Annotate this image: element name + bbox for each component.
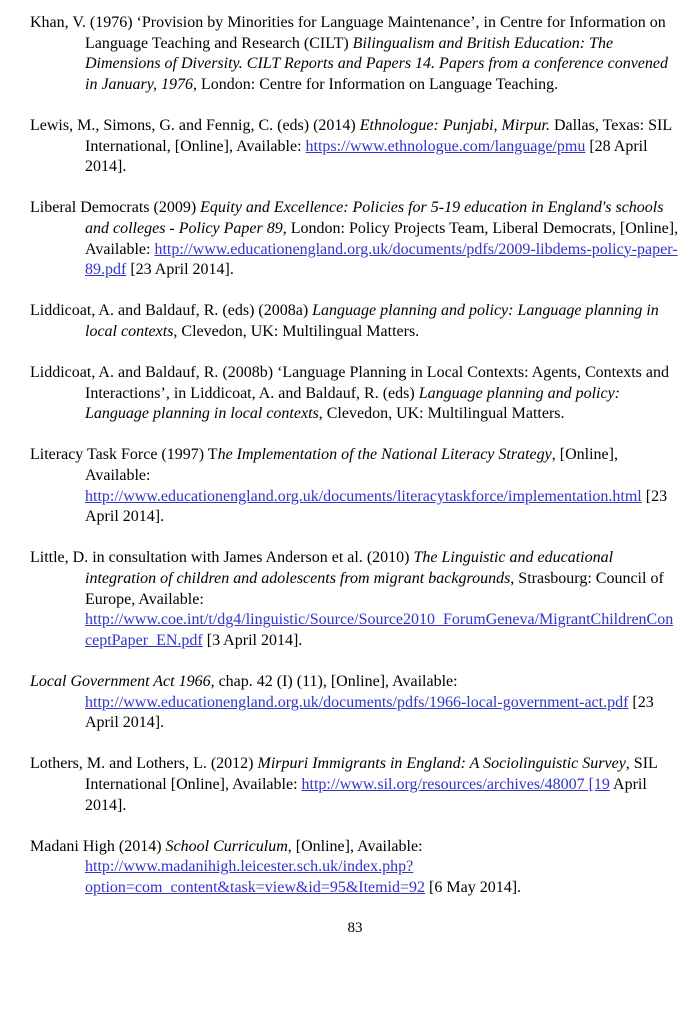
- reference-madani-high-2014: [30, 837, 680, 899]
- reference-text: , Clevedon, UK: Multilingual Matters.: [173, 322, 420, 340]
- reference-little-2010: [30, 548, 680, 651]
- reference-lothers-2012: [30, 754, 680, 816]
- reference-khan-1976: [30, 13, 680, 95]
- reference-lewis-2014: [30, 116, 680, 178]
- reference-text: Liddicoat, A. and Baldauf, R. (eds) (2008a): [30, 302, 313, 320]
- reference-text: , [Online], Available:: [287, 837, 423, 855]
- reference-text: Madani High (2014): [30, 837, 166, 855]
- reference-text: Lewis, M., Simons, G. and Fennig, C. (eds) (2014): [30, 116, 360, 134]
- reference-text: , SIL International [Online], Available:: [85, 755, 658, 793]
- reference-liddicoat-2008b: [30, 363, 680, 425]
- reference-text: Little, D. in consultation with James Anderson et al. (2010): [30, 549, 414, 567]
- reference-text: [23 April 2014].: [85, 487, 668, 526]
- reference-link[interactable]: http://www.educationengland.org.uk/documents/literacytaskforce/implementation.html: [85, 487, 642, 505]
- reference-text: , chap. 42 (I) (11), [Online], Available:: [210, 673, 458, 690]
- reference-liberal-democrats-2009: [30, 198, 680, 280]
- reference-title-italic: Mirpuri Immigrants in England: A Sociolinguistic Survey: [257, 755, 626, 773]
- reference-text: [28 April 2014].: [85, 137, 648, 176]
- reference-text: , London: Policy Projects Team, Liberal Democrats, [Online], Available:: [85, 219, 679, 258]
- reference-title-italic: Bilingualism and British Education: The Dimensions of Diversity. CILT Reports and Papers 14. Papers from a conference convened in January, 1976: [85, 34, 669, 93]
- reference-text: , [Online], Available:: [85, 446, 618, 485]
- reference-text: [23 April 2014].: [85, 693, 654, 732]
- reference-title-italic: School Curriculum: [165, 837, 288, 855]
- reference-link[interactable]: http://www.educationengland.org.uk/documents/pdfs/1966-local-government-act.pdf: [85, 693, 629, 711]
- reference-title-italic: Ethnologue: Punjabi, Mirpur.: [359, 116, 550, 134]
- reference-link[interactable]: http://www.madanihigh.leicester.sch.uk/index.php?option=com_content&task=view&id=95&Itemid=92: [85, 858, 426, 896]
- reference-text: , Clevedon, UK: Multilingual Matters.: [318, 405, 565, 423]
- reference-literacy-task-force-1997: [30, 445, 680, 527]
- reference-title-italic: The Linguistic and educational integration of children and adolescents from migrant backgrounds: [85, 549, 614, 588]
- reference-text: [6 May 2014].: [425, 878, 522, 896]
- reference-text: Literacy Task Force (1997) T: [30, 446, 218, 464]
- page-number: 83: [347, 920, 363, 937]
- reference-link[interactable]: http://www.sil.org/resources/archives/48007 [19: [301, 775, 610, 793]
- reference-liddicoat-2008a: [30, 301, 680, 342]
- reference-title-italic: he Implementation of the National Literacy Strategy: [217, 446, 552, 464]
- reference-text: Dallas, Texas: SIL International, [Online], Available:: [85, 116, 672, 155]
- reference-title-italic: Local Government Act 1966: [30, 673, 211, 690]
- reference-link[interactable]: http://www.educationengland.org.uk/documents/pdfs/2009-libdems-policy-paper-89.pdf: [85, 240, 678, 279]
- reference-title-italic: Language planning and policy: Language planning in local contexts: [85, 302, 659, 340]
- reference-text: [3 April 2014].: [202, 631, 303, 649]
- reference-link[interactable]: http://www.coe.int/t/dg4/linguistic/Source/Source2010_ForumGeneva/MigrantChildrenConceptPaper_EN.pdf: [85, 611, 674, 649]
- reference-text: [23 April 2014].: [126, 261, 234, 279]
- reference-text: April 2014].: [85, 775, 647, 814]
- reference-title-italic: Language planning and policy: Language planning in local contexts: [85, 384, 620, 423]
- reference-text: Liddicoat, A. and Baldauf, R. (2008b) ‘Language Planning in Local Contexts: Agents, Contexts and Interactions’, in Liddicoat, A. and Baldauf, R. (eds): [30, 364, 669, 402]
- reference-local-government-act-1966: [30, 672, 680, 734]
- reference-text: , London: Centre for Information on Language Teaching.: [193, 75, 559, 93]
- reference-text: Khan, V. (1976) ‘Provision by Minorities for Language Maintenance’, in Centre for Information on Language Teaching and Research (CILT): [30, 14, 666, 52]
- reference-title-italic: Equity and Excellence: Policies for 5-19 education in England's schools and colleges - Policy Paper 89: [85, 199, 664, 237]
- reference-text: , Strasbourg: Council of Europe, Available:: [85, 570, 664, 608]
- reference-text: Lothers, M. and Lothers, L. (2012): [30, 755, 258, 773]
- references-list: [30, 13, 680, 899]
- reference-text: Liberal Democrats (2009): [30, 199, 201, 217]
- reference-link[interactable]: https://www.ethnologue.com/language/pmu: [305, 137, 586, 155]
